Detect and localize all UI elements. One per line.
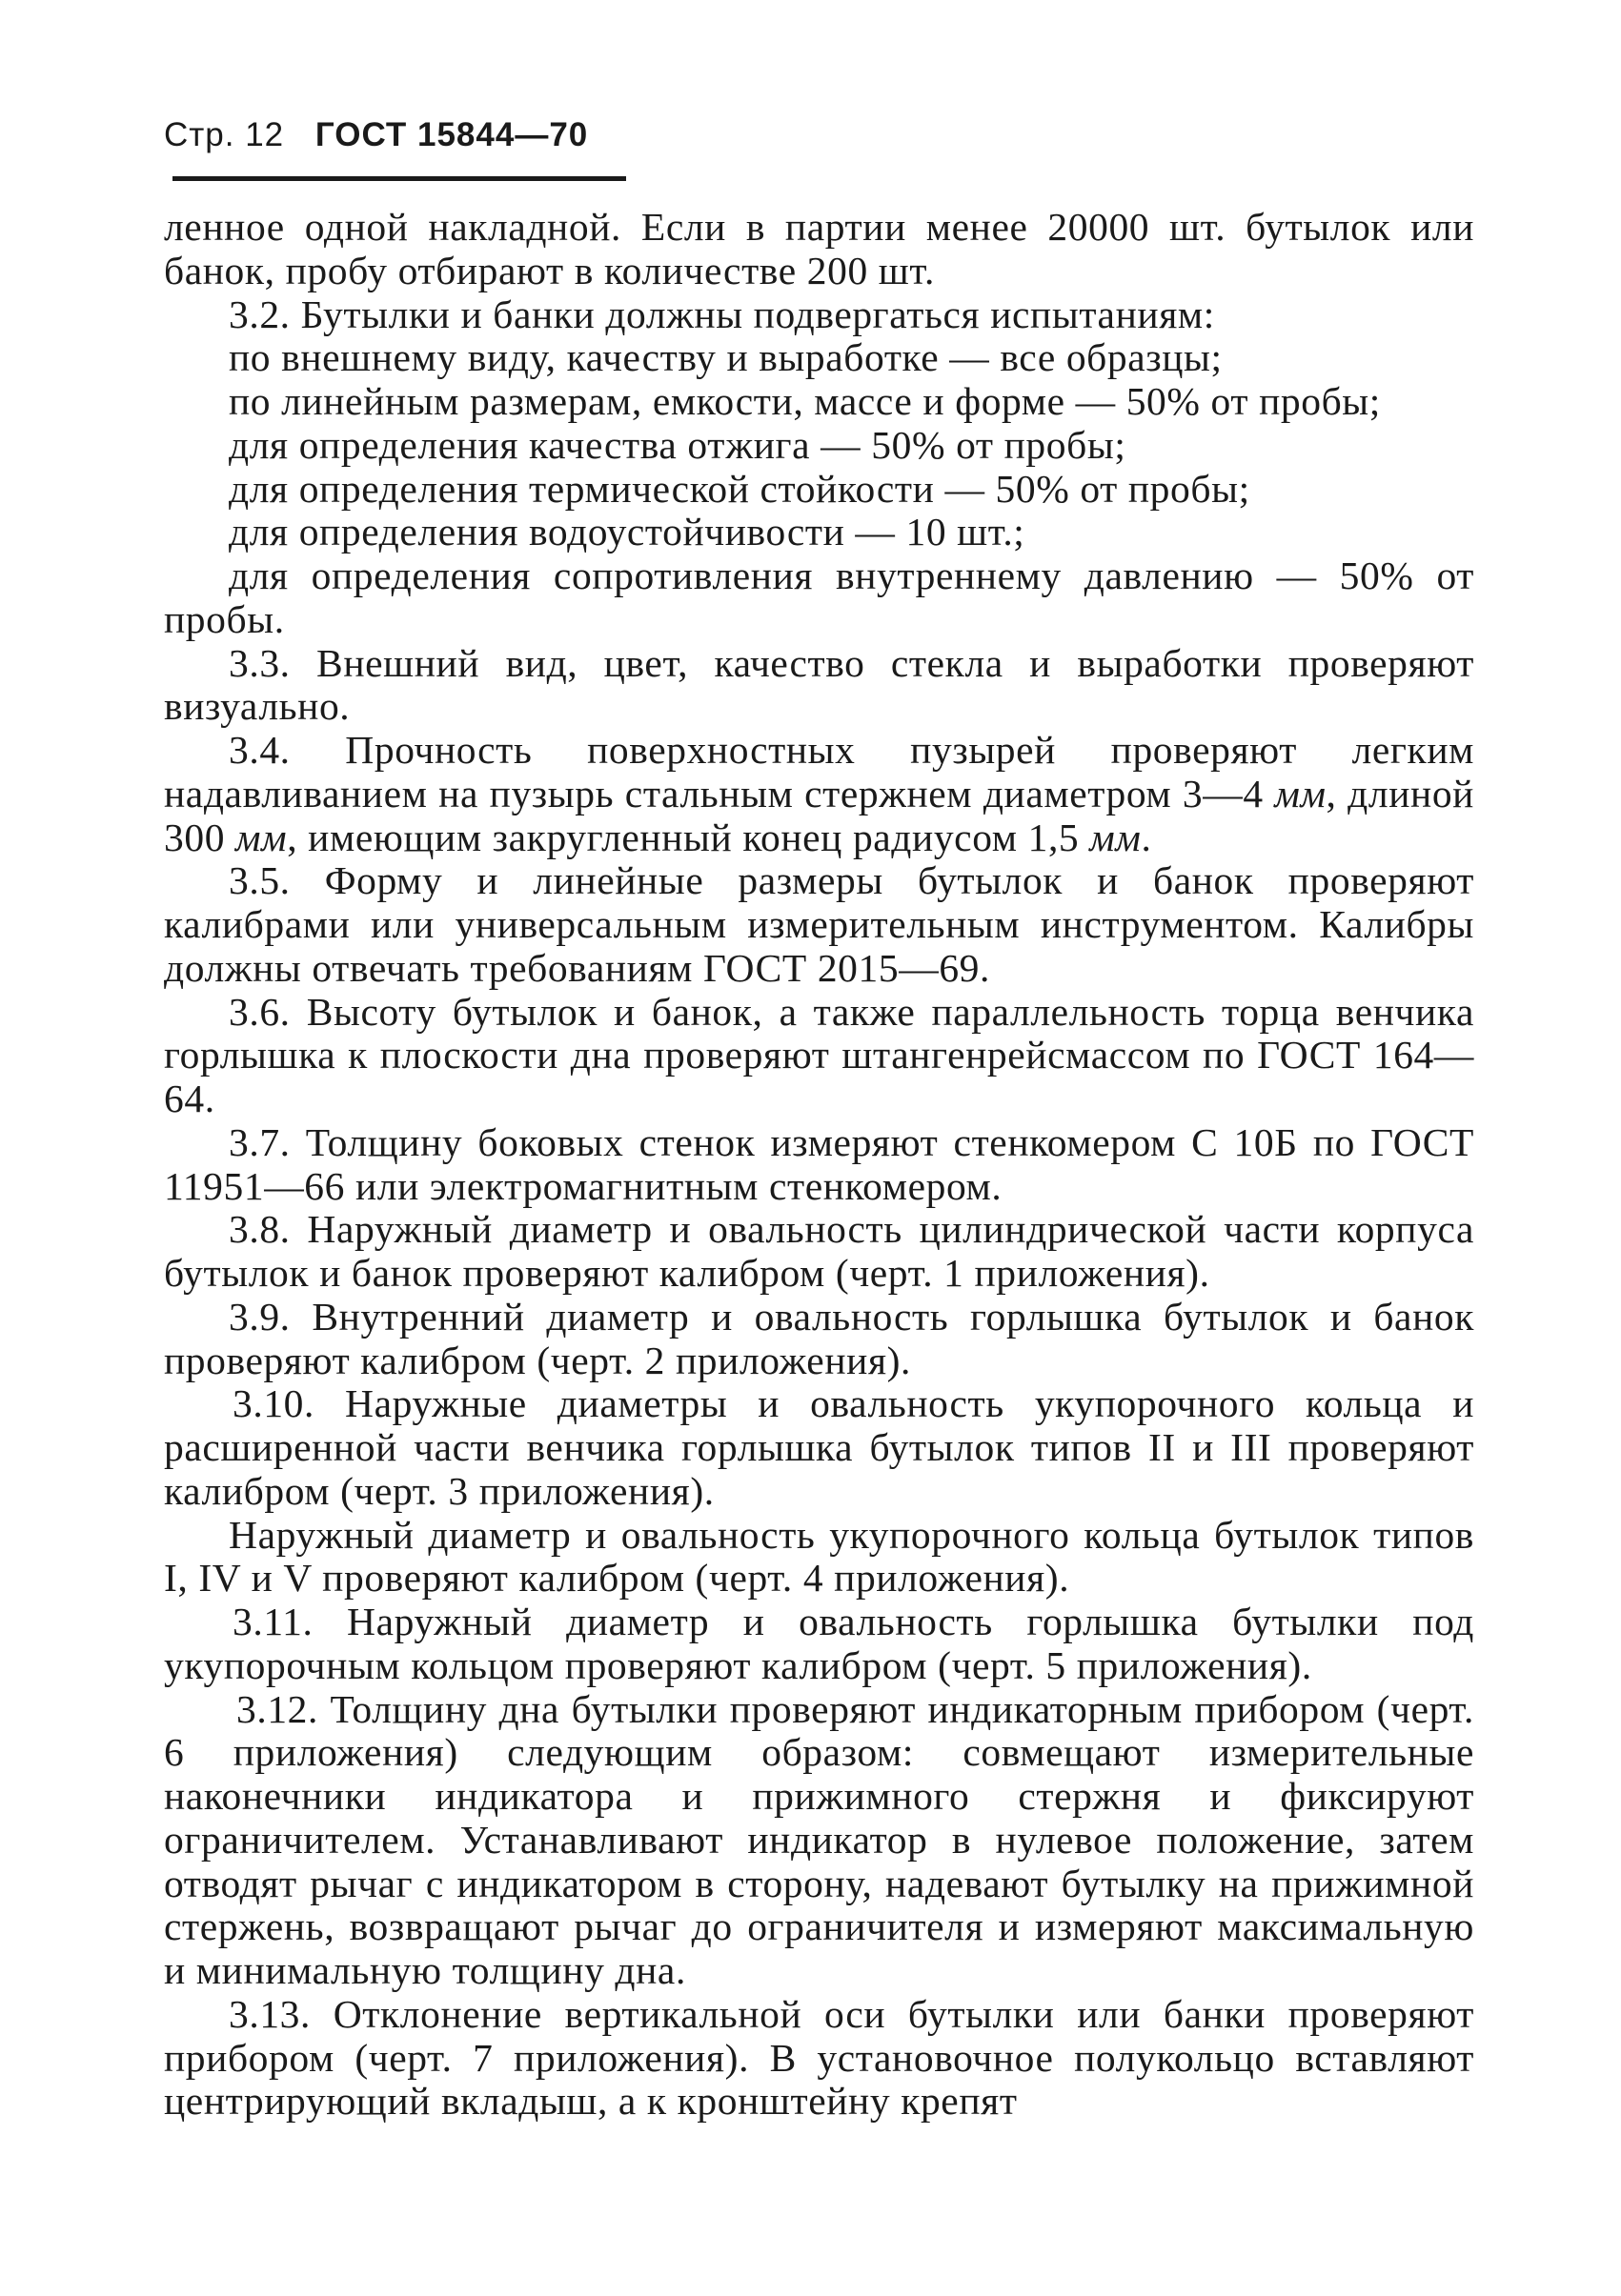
paragraph-3-6: 3.6. Высоту бутылок и банок, а также параллельность торца венчика горлышка к плоскости дна проверяют штангенрейсмассом по ГОСТ 164—64.: [164, 989, 1474, 1120]
standard-code: ГОСТ 15844—70: [314, 116, 589, 153]
paragraph-3-5: 3.5. Форму и линейные размеры бутылок и банок проверяют калибрами или универсальным измерительным инструментом. Калибры должны отвечать требованиям ГОСТ 2015—69.: [164, 858, 1474, 990]
page-header: [164, 116, 588, 154]
paragraph-3-2-item-5: для определения водоустойчивости — 10 шт.;: [229, 510, 1025, 554]
paragraph-3-2-item-2: по линейным размерам, емкости, массе и форме — 50% от пробы;: [229, 379, 1381, 423]
paragraph-3-11: 3.11. Наружный диаметр и овальность горлышка бутылки под укупорочным кольцом проверяют калибром (черт. 5 приложения).: [164, 1600, 1474, 1687]
paragraph-3-4-text-b: , длиной 300: [164, 771, 1474, 859]
body-text: [164, 206, 1474, 2124]
unit-mm: мм: [1274, 771, 1327, 816]
paragraph-3-10: 3.10. Наружные диаметры и овальность укупорочного кольца и расширенной части венчика горлышка бутылок типов II и III проверяют калибром (черт. 3 приложения).: [164, 1381, 1474, 1513]
paragraph-3-4-text-c: , имеющим закругленный конец радиусом 1,5: [287, 815, 1080, 859]
paragraph-3-10-continuation: Наружный диаметр и овальность укупорочного кольца бутылок типов I, IV и V проверяют калибром (черт. 4 приложения).: [164, 1512, 1474, 1601]
paragraph-3-12: 3.12. Толщину дна бутылки проверяют индикаторным прибором (черт. 6 приложения) следующим образом: совмещают измерительные наконечники индикатора и прижимного стержня и фиксируют ограничителем. Устанавливают индикатор в нулевое положение, затем отводят рычаг с индикатором в сторону, надевают бутылку на прижимной стержень, возвращают рычаг до ограничителя и измеряют максимальную и минимальную толщину дна.: [164, 1686, 1474, 1992]
header-rule: [172, 176, 626, 181]
paragraph-3-2-item-4: для определения термической стойкости — 50% от пробы;: [229, 466, 1250, 511]
paragraph-3-2-item-3: для определения качества отжига — 50% от пробы;: [229, 422, 1126, 467]
unit-mm: мм: [1089, 815, 1142, 859]
paragraph-3-4-text-d: .: [1141, 815, 1152, 859]
paragraph-3-2-intro: 3.2. Бутылки и банки должны подвергаться испытаниям:: [229, 292, 1215, 336]
paragraph-3-8: 3.8. Наружный диаметр и овальность цилиндрической части корпуса бутылок и банок проверяют калибром (черт. 1 приложения).: [164, 1207, 1474, 1295]
unit-mm: мм: [235, 815, 288, 859]
paragraph-3-9: 3.9. Внутренний диаметр и овальность горлышка бутылок и банок проверяют калибром (черт. 2 приложения).: [164, 1294, 1474, 1382]
paragraph-3-3: 3.3. Внешний вид, цвет, качество стекла и выработки проверяют визуально.: [164, 640, 1474, 729]
page-number-label: Стр. 12: [164, 116, 285, 153]
paragraph-3-13: 3.13. Отклонение вертикальной оси бутылки или банки проверяют прибором (черт. 7 приложения). В установочное полукольцо вставляют центрирующий вкладыш, а к кронштейну крепят: [164, 1991, 1474, 2124]
paragraph-3-1-tail: ленное одной накладной. Если в партии менее 20000 шт. бутылок или банок, пробу отбирают в количестве 200 шт.: [164, 205, 1474, 292]
paragraph-3-4: [164, 729, 1474, 859]
paragraph-3-2-item-1: по внешнему виду, качеству и выработке — все образцы;: [229, 335, 1223, 380]
paragraph-3-2-item-6: для определения сопротивления внутреннему давлению — 50% от пробы.: [164, 554, 1474, 641]
paragraph-3-4-text-a: 3.4. Прочность поверхностных пузырей проверяют легким надавливанием на пузырь стальным стержнем диаметром 3—4: [164, 728, 1474, 816]
paragraph-3-7: 3.7. Толщину боковых стенок измеряют стенкомером С 10Б по ГОСТ 11951—66 или электромагнитным стенкомером.: [164, 1119, 1474, 1208]
